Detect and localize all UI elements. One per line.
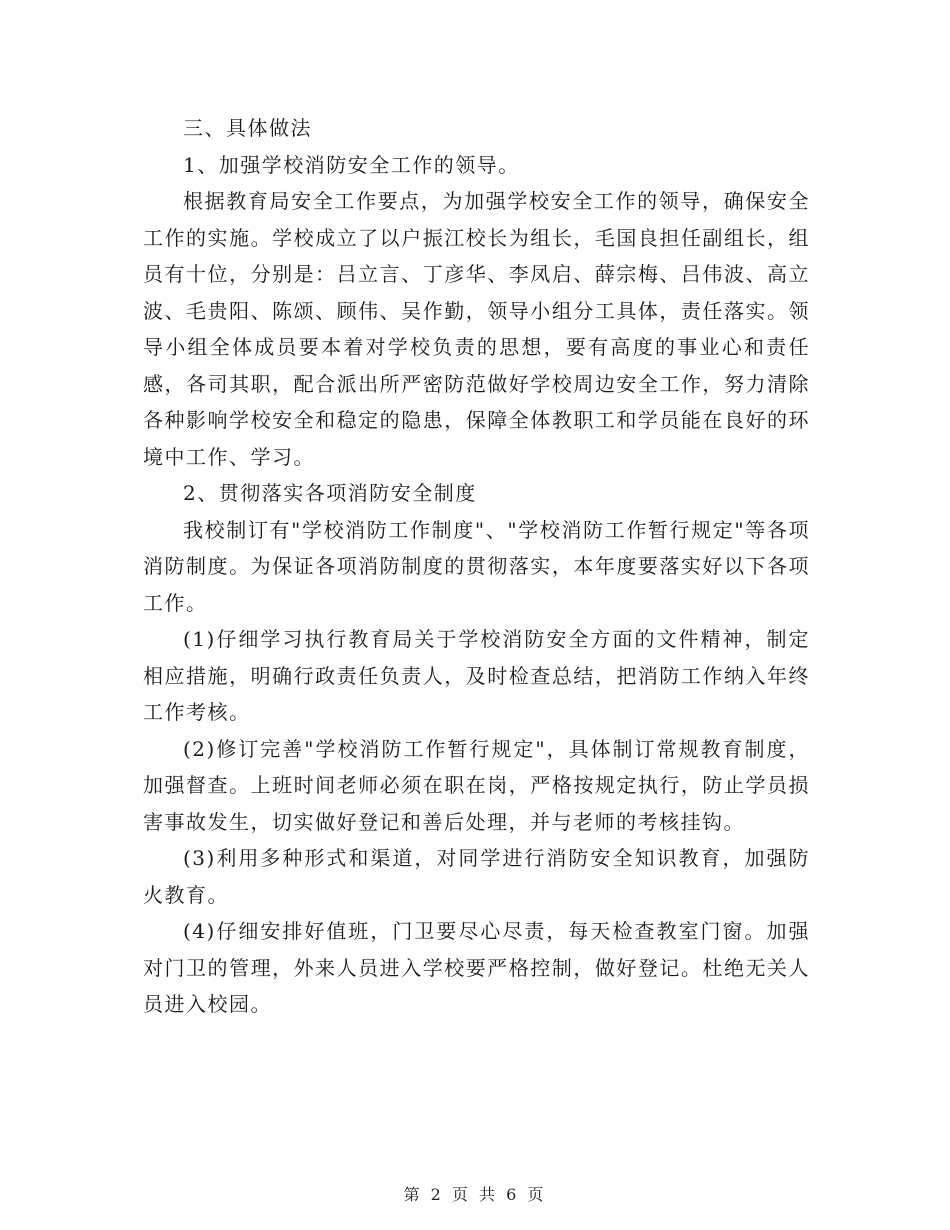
- subsection-heading-2: 2、贯彻落实各项消防安全制度: [183, 481, 477, 505]
- list-item-2: (2)修订完善"学校消防工作暂行规定"，具体制订常规教育制度，加强督查。上班时间老师必须在职在岗，严格按规定执行，防止学员损害事故发生，切实做好登记和善后处理，并与老师的考核挂钩。: [143, 736, 810, 834]
- paragraph-leadership: 根据教育局安全工作要点，为加强学校安全工作的领导，确保安全工作的实施。学校成立了以户振江校长为组长，毛国良担任副组长，组员有十位，分别是：吕立言、丁彦华、李凤启、薛宗梅、吕伟波、高立波、毛贵阳、陈颂、顾伟、吴作勤，领导小组分工具体，责任落实。领导小组全体成员要本着对学校负责的思想，要有高度的事业心和责任感，各司其职，配合派出所严密防范做好学校周边安全工作，努力清除各种影响学校安全和稳定的隐患，保障全体教职工和学员能在良好的环境中工作、学习。: [143, 189, 810, 469]
- page-number-footer: 第 2 页 共 6 页: [403, 1185, 547, 1204]
- paragraph-regulations: 我校制订有"学校消防工作制度"、"学校消防工作暂行规定"等各项消防制度。为保证各项消防制度的贯彻落实，本年度要落实好以下各项工作。: [143, 517, 810, 615]
- list-item-4: (4)仔细安排好值班，门卫要尽心尽责，每天检查教室门窗。加强对门卫的管理，外来人员进入学校要严格控制，做好登记。杜绝无关人员进入校园。: [143, 919, 810, 1016]
- list-item-3: (3)利用多种形式和渠道，对同学进行消防安全知识教育，加强防火教育。: [143, 846, 810, 907]
- subsection-heading-1: 1、加强学校消防安全工作的领导。: [183, 152, 520, 177]
- document-body: [143, 110, 810, 1023]
- section-heading: 三、具体做法: [183, 116, 312, 140]
- list-item-1: (1)仔细学习执行教育局关于学校消防安全方面的文件精神，制定相应措施，明确行政责任负责人，及时检查总结，把消防工作纳入年终工作考核。: [143, 627, 810, 724]
